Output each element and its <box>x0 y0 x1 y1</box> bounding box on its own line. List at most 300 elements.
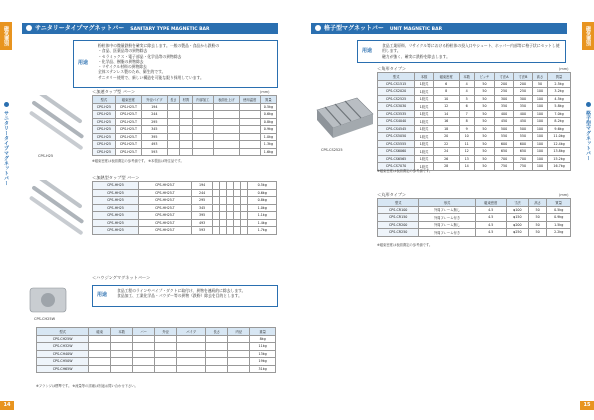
table-cell: CPS-CS5555 <box>378 140 415 148</box>
table-header-cell: バー <box>133 328 155 336</box>
table-row <box>93 103 277 111</box>
table-cell: 24 <box>433 148 459 156</box>
table-cell: 593 <box>142 148 167 156</box>
table-cell: 100 <box>532 110 547 118</box>
table-cell: 50 <box>474 148 494 156</box>
table-cell: CPS-CS3535 <box>378 110 415 118</box>
table-cell: 5.8kg <box>548 103 571 111</box>
table-cell: 450 <box>495 118 514 126</box>
table-header-cell: 高さ <box>528 199 546 207</box>
table-cell <box>192 111 213 119</box>
photo3-caption: CPS-CH25W <box>34 317 56 321</box>
table-cell: CPS-H25 <box>93 141 116 149</box>
table-cell: 13kg <box>250 350 276 358</box>
table-cell <box>214 103 240 111</box>
table-cell: 1段式 <box>415 155 434 163</box>
usage-line: サニタリー使用で、新しい構造を可能な限り採用しています。 <box>98 74 204 80</box>
usage2-label: 用途 <box>97 292 108 298</box>
left-side-title <box>0 100 12 210</box>
table-cell: 15.2kg <box>548 155 571 163</box>
table-cell <box>228 365 250 373</box>
table-cell: CPS-HH25-T <box>139 189 192 197</box>
table-cell <box>234 182 241 190</box>
table-cell: 50 <box>528 229 546 237</box>
table-cell <box>180 126 193 134</box>
table-cell <box>155 358 177 366</box>
page-number: 15 <box>580 401 594 410</box>
table-cell <box>228 335 250 343</box>
table-row <box>93 126 277 134</box>
table-cell: 6 <box>459 103 474 111</box>
table-cell: 244 <box>142 111 167 119</box>
left-title-en: SANITARY TYPE MAGNETIC BAR <box>130 27 210 32</box>
table-header-cell: 長さ <box>206 328 228 336</box>
table-header-cell: 寸法A <box>495 73 514 81</box>
table-cell: 8 <box>433 88 459 96</box>
table-cell: 194 <box>191 182 213 190</box>
table-cell: CPS-CS4545 <box>378 125 415 133</box>
table-cell: CPS-HH25 <box>93 219 139 227</box>
usage-lines <box>98 43 274 80</box>
table-row <box>93 197 277 205</box>
table-cell: CPS-CR250 <box>378 229 419 237</box>
table-header-row <box>93 96 277 104</box>
table-cell: 1段式 <box>415 88 434 96</box>
table-row <box>37 350 276 358</box>
usage-line: ・化学品、樹脂の異物除去 <box>98 58 144 64</box>
table-header-cell: 長さ <box>167 96 180 104</box>
table-cell: 400 <box>495 110 514 118</box>
table-cell: 395 <box>142 133 167 141</box>
table-cell <box>220 227 227 235</box>
table-cell: 100 <box>532 103 547 111</box>
table-cell <box>167 126 180 134</box>
right-side-title <box>582 100 594 170</box>
table-header-cell: パイプ <box>177 328 206 336</box>
table-cell: 1段式 <box>415 163 434 171</box>
table-cell <box>228 350 250 358</box>
table-cell: CPS-CR200 <box>378 221 419 229</box>
usage-line: 食品工程のラインやバイプ・ダクトに取付け、異物を連続的に除去します。 <box>117 288 246 293</box>
table-cell <box>167 148 180 156</box>
table-row <box>378 221 571 229</box>
table-row <box>378 214 571 222</box>
table-header-cell: 寸法 <box>506 199 528 207</box>
table-cell: 650 <box>495 148 514 156</box>
table-cell: 4 <box>459 80 474 88</box>
table-cell <box>167 111 180 119</box>
table-cell: 7 <box>459 110 474 118</box>
table-cell: CPS-HH25-T <box>139 182 192 190</box>
table-cell <box>89 335 111 343</box>
table-header-cell: 本数 <box>415 73 434 81</box>
table1-note: ※磁束密度は表面測定の参考値です。 ※本製品は特注品です。 <box>92 159 184 163</box>
table-cell <box>180 111 193 119</box>
table-cell: 50 <box>474 118 494 126</box>
table-cell <box>213 182 220 190</box>
table-cell: CPS-HH25-T <box>139 204 192 212</box>
table-header-cell: 質量 <box>260 96 276 104</box>
table-cell: CPS-CS2020 <box>378 88 415 96</box>
table-header-cell: 内径 <box>228 328 250 336</box>
table-cell <box>239 141 260 149</box>
table-cell: 50 <box>474 103 494 111</box>
table-cell: 600 <box>513 140 532 148</box>
table-cell <box>206 358 228 366</box>
usage-line: 粉粒体中の微量鉄粉を確実に除去します。一般の製品・食品から鉄粉の <box>98 43 220 48</box>
table-cell: 100 <box>532 118 547 126</box>
table-cell: 12 <box>433 103 459 111</box>
table-cell: CPS-H25-T <box>115 148 141 156</box>
right-side-title-text: 格子型マグネットバー <box>585 110 591 161</box>
table-cell: 2.5kg <box>548 80 571 88</box>
table-cell: 13 <box>459 155 474 163</box>
table-cell <box>220 212 227 220</box>
table-cell: CPS-CS7070 <box>378 163 415 171</box>
usage-lines <box>382 43 562 59</box>
table-cell: 7.0kg <box>548 110 571 118</box>
table-cell: CPS-CS4040 <box>378 118 415 126</box>
table-cell: 550 <box>513 133 532 141</box>
table-cell <box>111 365 133 373</box>
table-cell: 50 <box>474 95 494 103</box>
table-cell: 22 <box>433 140 459 148</box>
table-cell: 50 <box>528 221 546 229</box>
table-cell: CPS-H25 <box>93 118 116 126</box>
grid-magnet-photo <box>311 88 377 144</box>
table-row <box>93 111 277 119</box>
table-header-cell: 寸法B <box>513 73 532 81</box>
table-cell <box>167 118 180 126</box>
table-cell: 1.1kg <box>248 212 277 220</box>
table-row <box>378 155 571 163</box>
table-header-cell: 使用温度 <box>239 96 260 104</box>
table-cell: 外周フレーム無し <box>419 221 475 229</box>
table-row <box>378 80 571 88</box>
table-cell: 26 <box>433 155 459 163</box>
table-cell: CPS-HH25-T <box>139 197 192 205</box>
table-cell: 50 <box>528 214 546 222</box>
table-row <box>378 206 571 214</box>
table-cell <box>234 212 241 220</box>
table-cell: 100 <box>532 125 547 133</box>
magnetic-bar-photo <box>22 95 90 155</box>
table-header-cell: ピッチ <box>474 73 494 81</box>
table-cell <box>234 197 241 205</box>
table-cell: 1.0kg <box>248 204 277 212</box>
table-cell: 11kg <box>250 343 276 351</box>
table-cell <box>241 189 248 197</box>
table-header-cell: 重量 <box>250 328 276 336</box>
usage-line: 磁力が強く、確実に鉄粉を除去します。 <box>382 53 450 59</box>
table-cell: 295 <box>142 118 167 126</box>
table-row <box>378 229 571 237</box>
table-cell: 493 <box>142 141 167 149</box>
table-cell <box>214 111 240 119</box>
table-cell: 0.8kg <box>248 197 277 205</box>
table-cell: 493 <box>191 219 213 227</box>
table-cell: φ150 <box>506 214 528 222</box>
table-cell: 16.7kg <box>548 163 571 171</box>
table-cell: CPS-H25 <box>93 111 116 119</box>
table-header-cell: 外径 <box>155 328 177 336</box>
left-table-2 <box>92 181 277 235</box>
r-sec1-unit: (mm) <box>559 67 569 71</box>
table-cell: 11 <box>459 140 474 148</box>
table-cell: 14 <box>433 110 459 118</box>
right-side-tab: 磁気選別 <box>582 22 594 50</box>
table-cell <box>239 148 260 156</box>
table-cell: 4.5 <box>475 206 506 214</box>
table-cell <box>214 141 240 149</box>
table-cell: CPS-H25 <box>93 148 116 156</box>
table-cell: 50 <box>474 133 494 141</box>
sec1-unit: (mm) <box>260 90 270 94</box>
table-cell: 1.5kg <box>547 221 571 229</box>
table-cell: 4 <box>459 88 474 96</box>
table-cell <box>192 148 213 156</box>
table-cell: 650 <box>513 148 532 156</box>
table-header-cell: 材質 <box>180 96 193 104</box>
table-cell: φ200 <box>506 221 528 229</box>
table-cell: 50 <box>528 206 546 214</box>
table-row <box>378 110 571 118</box>
table-cell: 19kg <box>250 358 276 366</box>
table-cell <box>213 212 220 220</box>
table-cell: 50 <box>474 163 494 171</box>
r-sec1-title: ＜角形タイプ＞ <box>377 66 407 71</box>
table-cell: φ100 <box>506 206 528 214</box>
right-title: 格子型マグネットバー <box>324 25 384 32</box>
table-cell: 4.5 <box>475 221 506 229</box>
table-cell <box>227 227 234 235</box>
table-cell: 20 <box>433 133 459 141</box>
usage-label: 用途 <box>362 47 373 54</box>
table-cell <box>241 197 248 205</box>
right-page <box>297 0 594 420</box>
sec3-title: ＜ハウジングマグネットバー＞ <box>92 275 151 280</box>
table-cell <box>227 189 234 197</box>
right-title-bar <box>311 23 567 34</box>
table-cell <box>214 148 240 156</box>
table-row <box>93 227 277 235</box>
table-cell <box>227 219 234 227</box>
table-cell: 350 <box>513 103 532 111</box>
table-cell <box>167 141 180 149</box>
table-cell <box>133 365 155 373</box>
table-cell <box>111 335 133 343</box>
table-cell <box>180 148 193 156</box>
usage-line: ・食品、医薬品等の異物除去 <box>98 48 148 54</box>
table-cell <box>111 350 133 358</box>
table-cell: 9.6kg <box>548 125 571 133</box>
table-cell <box>239 133 260 141</box>
table-header-row <box>378 73 571 81</box>
table-header-cell: 磁束密度 <box>115 96 141 104</box>
table-row <box>93 141 277 149</box>
left-table-3 <box>36 327 276 373</box>
table-cell: 250 <box>513 88 532 96</box>
table-cell: CPS-HH25-T <box>139 212 192 220</box>
table-cell <box>234 189 241 197</box>
left-usage-box-2 <box>92 285 278 307</box>
table-row <box>378 133 571 141</box>
table-cell: CPS-H25-T <box>115 126 141 134</box>
table-cell: 4.5kg <box>548 95 571 103</box>
housing-photo <box>26 284 70 316</box>
table-cell: 50 <box>532 80 547 88</box>
table-row <box>378 125 571 133</box>
table-cell: 500 <box>513 125 532 133</box>
table-header-cell: 本数 <box>459 73 474 81</box>
table-cell: 外周フレーム付き <box>419 229 475 237</box>
table-cell: 0.5kg <box>248 182 277 190</box>
left-title: サニタリータイプマグネットバー <box>35 25 125 32</box>
table-row <box>93 133 277 141</box>
table-cell: 1.6kg <box>260 148 276 156</box>
table-cell: 6 <box>433 80 459 88</box>
table-cell: 50 <box>474 110 494 118</box>
table-cell: 0.5kg <box>547 206 571 214</box>
table-cell: 300 <box>495 95 514 103</box>
table-cell: 12.4kg <box>548 140 571 148</box>
table-cell: 12 <box>459 148 474 156</box>
table-header-cell: 本数 <box>111 328 133 336</box>
table-cell <box>220 182 227 190</box>
table-cell <box>206 335 228 343</box>
table-row <box>378 118 571 126</box>
table-cell: 10 <box>433 95 459 103</box>
table-row <box>378 103 571 111</box>
table-cell: 外周フレーム付き <box>419 214 475 222</box>
table-cell <box>241 204 248 212</box>
table-cell <box>213 189 220 197</box>
table-cell <box>213 197 220 205</box>
table-row <box>93 189 277 197</box>
table-cell: 200 <box>513 80 532 88</box>
left-side-title-text: サニタリータイプマグネットバー <box>3 110 9 186</box>
usage-line: ・セラミックス・電子部品・化学品等の異物除去 <box>98 53 182 59</box>
table-row <box>37 358 276 366</box>
r-sec2-unit: (mm) <box>559 193 569 197</box>
table-cell: 1.4kg <box>248 219 277 227</box>
table-row <box>378 95 571 103</box>
left-side-tab: 磁気選別 <box>0 22 12 50</box>
table-header-cell: 質量 <box>547 199 571 207</box>
table-cell: 1段式 <box>415 110 434 118</box>
table-cell: CPS-H25-T <box>115 133 141 141</box>
table-cell <box>214 133 240 141</box>
r-table2-note: ※磁束密度は表面測定の参考値です。 <box>377 243 433 247</box>
table-cell: 50 <box>474 80 494 88</box>
table-header-cell: 表面仕上げ <box>214 96 240 104</box>
table-cell: 3.2kg <box>548 88 571 96</box>
title-bullet-icon <box>26 25 32 31</box>
table-cell: 100 <box>532 88 547 96</box>
table-row <box>378 140 571 148</box>
left-title-bar <box>22 23 278 34</box>
table-cell: 400 <box>513 110 532 118</box>
table-row <box>378 88 571 96</box>
table-cell: 8.2kg <box>548 118 571 126</box>
table-cell: 345 <box>191 204 213 212</box>
magnetic-bar-photo-2 <box>22 180 90 240</box>
table-cell: CPS-H25 <box>93 133 116 141</box>
table-cell <box>192 118 213 126</box>
table-cell: 1段式 <box>415 80 434 88</box>
table-cell <box>180 141 193 149</box>
table-cell <box>167 133 180 141</box>
sec1-title: ＜加速タップ型 バー＞ <box>92 89 136 94</box>
table-header-cell: 型式 <box>93 96 116 104</box>
table-row <box>93 219 277 227</box>
table-cell: 0.5kg <box>260 103 276 111</box>
table-cell: CPS-CS2525 <box>378 95 415 103</box>
table-cell <box>177 358 206 366</box>
table-cell: 450 <box>513 118 532 126</box>
table-cell: 345 <box>142 126 167 134</box>
table-cell: 1.3kg <box>260 141 276 149</box>
table-header-cell: 外径パイプ <box>142 96 167 104</box>
usage-line: ・リサイクル材料の異物除去 <box>98 64 147 70</box>
table-cell <box>180 103 193 111</box>
table-cell: 2.2kg <box>547 229 571 237</box>
table-cell: CPS-HH25 <box>93 182 139 190</box>
table-cell: 50 <box>474 125 494 133</box>
table-cell <box>228 343 250 351</box>
table-cell: CPS-CS5050 <box>378 133 415 141</box>
table-cell <box>177 365 206 373</box>
table-header-row <box>378 199 571 207</box>
table-header-cell: 形式 <box>419 199 475 207</box>
table-cell: 50 <box>474 88 494 96</box>
right-usage-box <box>357 40 566 63</box>
table-cell: 0.6kg <box>248 189 277 197</box>
sec2-title: ＜加熱型タップ型 バー＞ <box>92 175 140 180</box>
table-cell: 1段式 <box>415 103 434 111</box>
table-cell: 750 <box>513 163 532 171</box>
table-cell <box>89 350 111 358</box>
table-row <box>37 365 276 373</box>
table-cell <box>241 182 248 190</box>
table-cell: 244 <box>191 189 213 197</box>
table-cell <box>206 350 228 358</box>
table-cell <box>177 343 206 351</box>
table-row <box>93 148 277 156</box>
table-cell: CPS-H25 <box>93 126 116 134</box>
table-cell: 295 <box>191 197 213 205</box>
table-cell: CPS-CH40W <box>37 350 89 358</box>
table-cell <box>220 219 227 227</box>
table-header-cell: 磁束 <box>89 328 111 336</box>
table-cell <box>227 212 234 220</box>
table-cell <box>180 133 193 141</box>
usage-label: 用途 <box>78 60 89 66</box>
table-cell: 194 <box>142 103 167 111</box>
table-cell: CPS-CR150 <box>378 214 419 222</box>
table-cell: 10 <box>459 133 474 141</box>
table-cell: 100 <box>532 163 547 171</box>
table-cell: CPS-HH25 <box>93 197 139 205</box>
table-cell <box>220 189 227 197</box>
table-cell <box>192 133 213 141</box>
table-header-cell: 型式 <box>378 73 415 81</box>
table-cell: CPS-CH65W <box>37 365 89 373</box>
usage-line: 食品加工、工業化学品・パウダー等の異物（鉄粉）除去を目的とします。 <box>117 293 242 299</box>
table-cell: 1段式 <box>415 118 434 126</box>
table-cell: 4.5 <box>475 229 506 237</box>
table-cell: CPS-CH50W <box>37 358 89 366</box>
